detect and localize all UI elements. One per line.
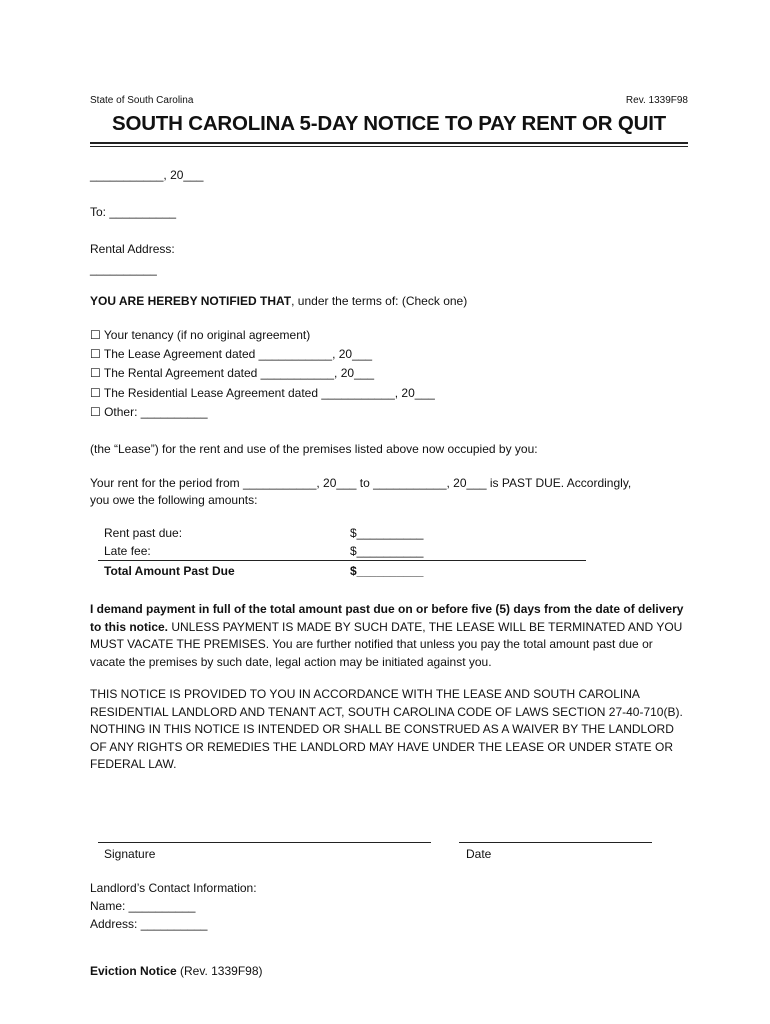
total-past-due-label: Total Amount Past Due (104, 564, 235, 578)
contact-address: Address: __________ (90, 917, 208, 931)
amount-total-rule (98, 560, 586, 561)
rent-past-due-value: $__________ (350, 526, 424, 540)
title-rule-thin (90, 146, 688, 147)
lease-line: (the “Lease”) for the rent and use of the premises listed above now occupied by you: (90, 442, 538, 456)
revision-label: Rev. 1339F98 (625, 95, 688, 106)
option-tenancy: ☐ Your tenancy (if no original agreement) (90, 328, 311, 342)
contact-name: Name: __________ (90, 899, 196, 913)
date-signature-line (459, 842, 652, 843)
total-past-due-value: $__________ (350, 564, 424, 578)
period-line-1: Your rent for the period from ___________, 20___ to ___________, 20___ is PAST DUE. Accordingly, (90, 476, 632, 490)
option-residential-lease: ☐ The Residential Lease Agreement dated ___________, 20___ (90, 386, 435, 400)
contact-heading: Landlord’s Contact Information: (90, 881, 257, 895)
document-title: SOUTH CAROLINA 5-DAY NOTICE TO PAY RENT OR QUIT (111, 112, 667, 135)
signature-line (98, 842, 431, 843)
rental-address-blank: __________ (90, 262, 157, 276)
to-line: To: __________ (90, 205, 177, 219)
footer-bold: Eviction Notice (90, 964, 177, 978)
signature-label: Signature (104, 847, 156, 861)
footer (90, 962, 263, 980)
date-line: ___________, 20___ (90, 168, 204, 182)
title-rule-thick (90, 142, 688, 144)
notified-rest: , under the terms of: (Check one) (291, 294, 468, 308)
demand-paragraph (90, 601, 690, 671)
option-lease-agreement: ☐ The Lease Agreement dated ___________, 20___ (90, 347, 373, 361)
rental-address-label: Rental Address: (90, 242, 175, 256)
date-label: Date (466, 847, 492, 861)
notice-paragraph: THIS NOTICE IS PROVIDED TO YOU IN ACCORDANCE WITH THE LEASE AND SOUTH CAROLINA RESIDENTIAL LANDLORD AND TENANT ACT, SOUTH CAROLINA CODE OF LAWS SECTION 27-40-710(B). NOTHING IN THIS NOTICE IS INTENDED OR SHALL BE CONSTRUED AS A WAIVER BY THE LANDLORD OF ANY RIGHTS OR REMEDIES THE LANDLORD MAY HAVE UNDER THE LEASE OR UNDER STATE OR FEDERAL LAW. (90, 687, 683, 771)
notified-bold: YOU ARE HEREBY NOTIFIED THAT (90, 294, 292, 308)
demand-rest: UNLESS PAYMENT IS MADE BY SUCH DATE, THE LEASE WILL BE TERMINATED AND YOU MUST VACATE THE PREMISES. You are further notified that unless you pay the total amount past due or vacate the premises by such date, legal action may be initiated against you. (90, 619, 683, 669)
late-fee-label: Late fee: (104, 544, 151, 558)
late-fee-value: $__________ (350, 544, 424, 558)
rent-past-due-label: Rent past due: (104, 526, 183, 540)
period-line-2: you owe the following amounts: (90, 493, 258, 507)
option-other: ☐ Other: __________ (90, 405, 208, 419)
footer-rest: (Rev. 1339F98) (176, 964, 263, 978)
option-rental-agreement: ☐ The Rental Agreement dated ___________, 20___ (90, 366, 375, 380)
notified-line (90, 292, 467, 310)
state-label: State of South Carolina (90, 95, 194, 106)
demand-bold: I demand payment in full of the total amount past due on or before five (5) days from the date of delivery to this notice. (90, 602, 684, 634)
